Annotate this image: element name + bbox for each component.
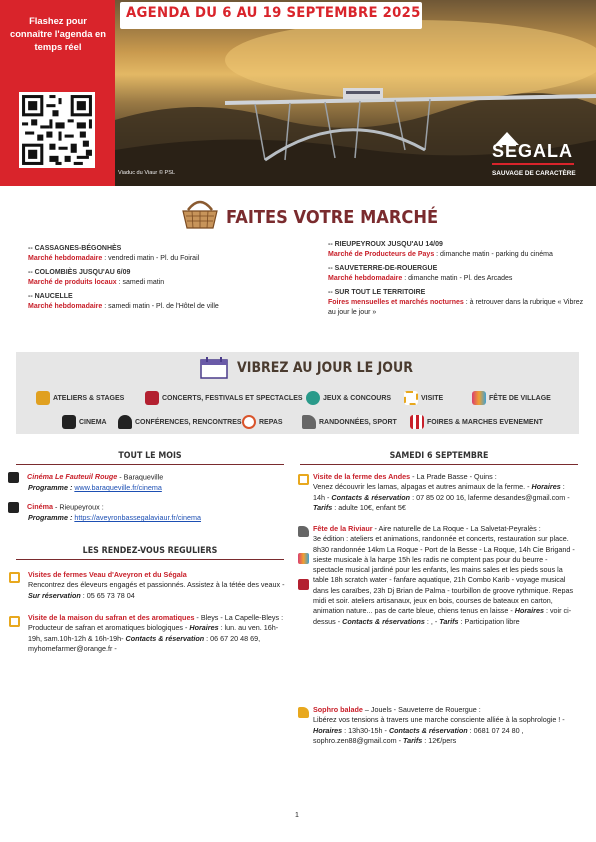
market-item: [328, 288, 584, 318]
clapper-icon: [62, 415, 76, 429]
event-price: : Participation libre: [458, 616, 520, 626]
stall-icon: [410, 415, 424, 429]
clapper-icon: [8, 502, 19, 513]
market-item: [28, 268, 296, 288]
section-divider: [16, 464, 284, 465]
legend-label: ATELIERS & STAGES: [53, 394, 125, 402]
page-number: 1: [295, 812, 299, 819]
section-divider: [16, 559, 284, 560]
bunting-icon: [298, 551, 309, 569]
legend-item: [472, 391, 551, 405]
market-detail: : dimanche matin - parking du cinéma: [434, 251, 553, 258]
music-icon: [298, 577, 309, 595]
section-title-reguliers: LES RENDEZ-VOUS REGULIERS: [82, 546, 218, 556]
legend-item: [62, 415, 107, 429]
event-body: Rencontrez des éleveurs engagés et passionnés. Assistez à la tétée des veaux -: [28, 580, 285, 590]
hours-label: Horaires: [531, 482, 561, 492]
legend-item: [404, 391, 443, 405]
vibrez-section-title: VIBREZ AU JOUR LE JOUR: [237, 360, 413, 376]
market-detail: : dimanche matin - Pl. des Arcades: [402, 275, 513, 282]
event-name: Cinéma: [27, 502, 53, 512]
section-divider: [300, 464, 578, 465]
price-label: Tarifs: [439, 616, 459, 626]
hours-label: Horaires: [514, 606, 544, 616]
legend-label: RANDONNÉES, SPORT: [319, 418, 397, 426]
event-contact: : 06 67 20 48 69, myhomefarmer@orange.fr -: [28, 633, 261, 653]
market-location: -- SUR TOUT LE TERRITOIRE: [328, 289, 426, 296]
legend-item: [118, 415, 242, 429]
market-location: -- SAUVETERRE-DE-ROUERGUE: [328, 265, 438, 272]
legend-item: [145, 391, 303, 405]
event-place: - Rieupeyroux :: [52, 502, 104, 512]
event-item: [313, 524, 579, 627]
cinema-link[interactable]: www.baraqueville.fr/cinema: [74, 483, 162, 492]
legend-label: REPAS: [259, 418, 283, 426]
event-price: : adulte 10€, enfant 5€: [332, 502, 406, 512]
event-place: – Jouels - Sauveterre de Rouergue :: [362, 705, 481, 714]
section-title-tout-le-mois: TOUT LE MOIS: [118, 451, 182, 461]
market-location: -- NAUCELLE: [28, 293, 73, 300]
event-place: - Aire naturelle de La Roque - La Salvetat-Peyralès :: [372, 524, 541, 533]
event-name: Sophro balade: [313, 705, 363, 714]
event-contact: : 0681 07 24 80 , sophro.zen88@gmail.com -: [313, 725, 524, 745]
event-item: [313, 472, 577, 513]
brand-tagline: SAUVAGE DE CARACTÈRE: [492, 170, 576, 177]
event-name: Visite de la ferme des Andes: [313, 472, 411, 481]
contact-label: Contacts & réservation: [331, 492, 411, 502]
dice-icon: [306, 391, 320, 405]
page-headline: AGENDA DU 6 AU 19 SEPTEMBRE 2025: [126, 5, 421, 21]
price-label: Tarifs: [313, 502, 333, 512]
event-item: [28, 613, 286, 654]
market-detail: : samedi matin: [116, 279, 165, 286]
market-type: Marché hebdomadaire: [28, 255, 103, 262]
qr-code[interactable]: [19, 92, 95, 168]
event-place: - Bleys - La Capelle-Bleys :: [194, 613, 284, 622]
event-body: 3e édition : ateliers et animations, randonnée et concerts, restauration sur place. 8h30 randonnée 14km La Roque - Port de la Besse - La Roque, 14h Cie Brigand - sieste musicale à la harpe 15h les radis ne comptent pas pour du beurre - spectacle musical jardiné pour les enfants, les mains sales et les pieds sous la table 18h scratch water - fanfare aquatique, 21h Combo Karib - voyage musical dans les caraïbes, 23h Dj Brian de Palma - tourbillon de groove rythmique. Repas midi et soir. ateliers artisanaux, jeux en bois, courses de bateaux en carton, animation nature... pas de carte bleue, chiens tenus en laisse -: [313, 534, 575, 616]
market-list-left: [28, 244, 296, 312]
hours-label: Horaires: [313, 725, 343, 735]
market-item: [28, 292, 296, 312]
legend-item: [302, 415, 397, 429]
shoe-icon: [302, 415, 316, 429]
event-name: Fête de la Riviaur: [313, 524, 373, 533]
cinema-link[interactable]: https://aveyronbassegalaviaur.fr/cinema: [74, 513, 201, 522]
target-icon: [404, 391, 418, 405]
music-icon: [145, 391, 159, 405]
market-type: Marché de Producteurs de Pays: [328, 251, 435, 258]
reservation-label: Sur réservation: [28, 590, 81, 600]
market-list-right: [328, 240, 584, 318]
section-title-samedi: SAMEDI 6 SEPTEMBRE: [389, 451, 489, 461]
event-body: Producteur de safran et aromatiques biologiques -: [28, 623, 190, 633]
target-icon: [9, 614, 20, 632]
programme-label: Programme :: [28, 513, 75, 522]
contact-label: Contacts & réservation: [388, 725, 468, 735]
legend-label: VISITE: [421, 394, 444, 402]
event-place: - La Prade Basse - Quins :: [410, 472, 497, 481]
shoe-icon: [298, 524, 309, 542]
qr-code-icon: [19, 92, 95, 168]
market-type: Marché de produits locaux: [28, 279, 117, 286]
event-item: [28, 570, 286, 601]
target-icon: [9, 570, 20, 588]
contact-label: Contacts & réservation: [125, 633, 205, 643]
target-icon: [298, 472, 309, 490]
programme-label: Programme :: [28, 483, 75, 492]
event-contact: : 07 85 02 00 16, laferme desandes@gmail.com -: [410, 492, 570, 502]
market-type: Marché hebdomadaire: [28, 303, 103, 310]
legend-label: JEUX & CONCOURS: [323, 394, 392, 402]
market-detail: : samedi matin - Pl. de l'Hôtel de ville: [102, 303, 219, 310]
shoe-icon: [298, 705, 309, 723]
event-place: - Baraqueville: [117, 472, 164, 482]
clock-icon: [242, 415, 256, 429]
legend-item: [242, 415, 283, 429]
market-location: -- COLOMBIÈS JUSQU'AU 6/09: [28, 269, 131, 276]
event-hours: : 13h30-15h -: [342, 725, 389, 735]
event-item: [313, 705, 579, 746]
event-price: : 12€/pers: [422, 735, 457, 745]
legend-item: [410, 415, 543, 429]
event-name: Cinéma Le Fauteuil Rouge: [27, 472, 118, 482]
market-type: Marché hebdomadaire: [328, 275, 403, 282]
legend-label: CONFÉRENCES, RENCONTRES: [135, 418, 242, 426]
event-hours: : lun. au ven. 16h-19h, sam.10h-12h & 16h-19h-: [28, 623, 279, 643]
speaker-icon: [118, 415, 132, 429]
market-item: [328, 264, 584, 284]
event-contact: : , -: [424, 616, 440, 626]
legend-item: [36, 391, 124, 405]
market-detail: : à retrouver dans la rubrique « Vibrez au jour le jour »: [328, 299, 584, 316]
market-item: [28, 244, 296, 264]
event-body: Libérez vos tensions à travers une marche consciente alliée à la sophrologie ! -: [313, 715, 565, 725]
event-body: Venez découvrir les lamas, alpagas et autres animaux de la ferme. -: [313, 482, 532, 492]
event-hours: : 14h -: [313, 482, 565, 502]
qr-instruction-text: Flashez pour connaître l'agenda en temps réel: [9, 15, 106, 52]
event-item: [8, 502, 288, 523]
clapper-icon: [8, 472, 19, 483]
market-location: -- CASSAGNES-BÉGONHÈS: [28, 245, 122, 252]
event-item: [8, 472, 288, 493]
market-location: -- RIEUPEYROUX JUSQU'AU 14/09: [328, 241, 443, 248]
legend-label: FOIRES & MARCHES EVENEMENT: [427, 418, 543, 426]
event-name: Visite de la maison du safran et des aromatiques: [28, 613, 195, 622]
market-section-title: FAITES VOTRE MARCHÉ: [226, 208, 439, 228]
event-contact: : 05 65 73 78 04: [80, 590, 135, 600]
legend-label: FÊTE DE VILLAGE: [489, 394, 551, 402]
legend-label: CINEMA: [79, 418, 107, 426]
basket-icon: [180, 198, 220, 235]
market-type: Foires mensuelles et marchés nocturnes: [328, 299, 464, 306]
bunting-icon: [472, 391, 486, 405]
market-item: [328, 240, 584, 260]
brand-logo-name: SÉGALA: [492, 141, 574, 161]
calendar-icon: [200, 357, 228, 384]
price-label: Tarifs: [403, 735, 423, 745]
brand-underline: [492, 163, 574, 165]
legend-label: CONCERTS, FESTIVALS ET SPECTACLES: [162, 394, 303, 402]
market-detail: : vendredi matin - Pl. du Foirail: [102, 255, 200, 262]
event-name: Visites de fermes Veau d'Aveyron et du Ségala: [28, 570, 187, 579]
legend-item: [306, 391, 391, 405]
easel-icon: [36, 391, 50, 405]
contact-label: Contacts & réservations: [342, 616, 425, 626]
event-hours: : voir ci-dessus -: [313, 606, 572, 626]
photo-caption: Viaduc du Viaur © PSL: [118, 170, 176, 176]
hours-label: Horaires: [189, 623, 219, 633]
